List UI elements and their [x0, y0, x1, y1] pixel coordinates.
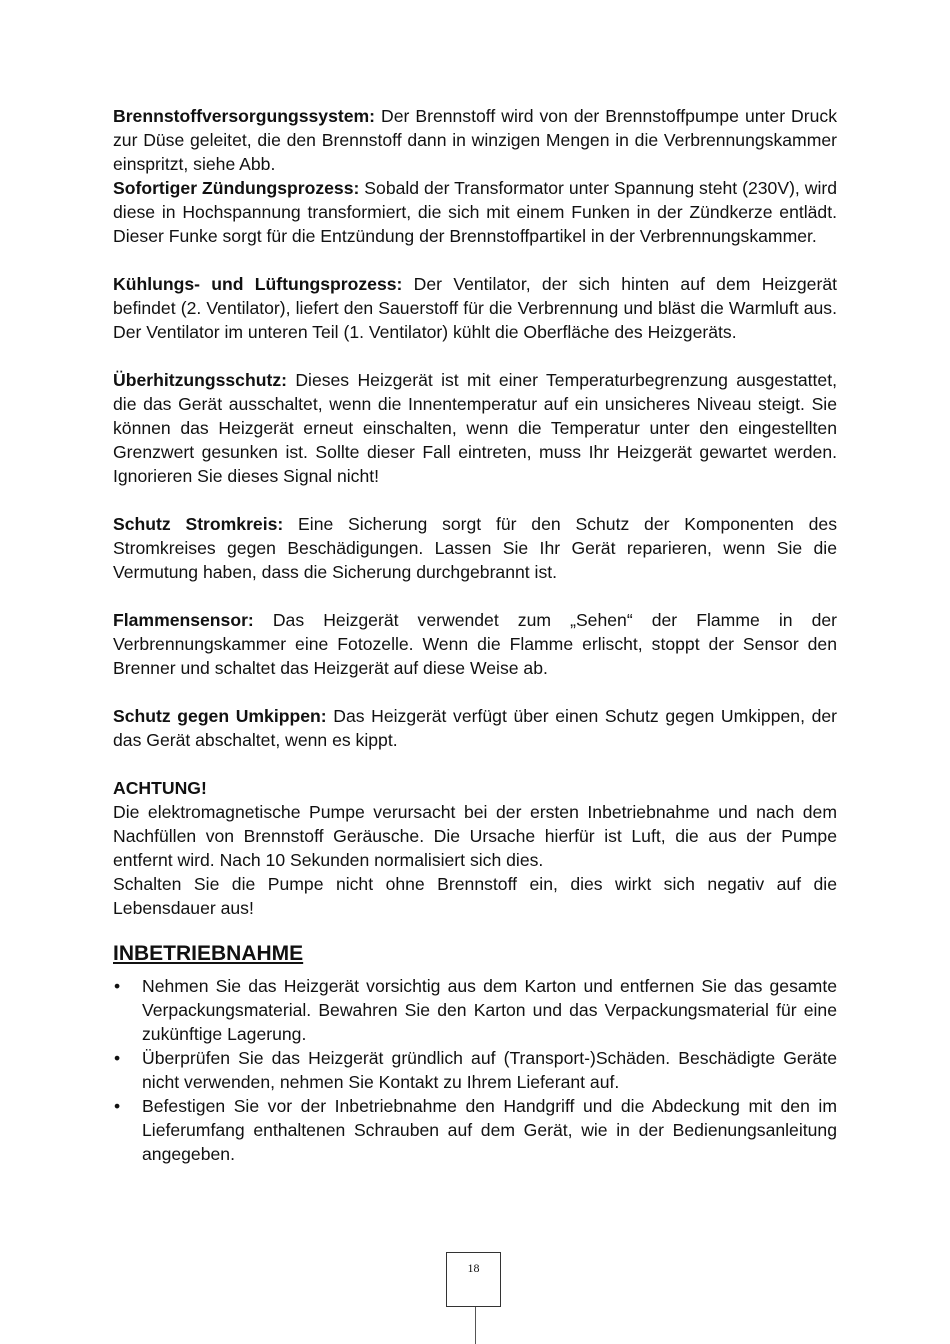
paragraph-zuendung: [113, 176, 837, 248]
bullet-icon: •: [114, 976, 121, 996]
section-text: Dieses Heizgerät ist mit einer Temperaturbegrenzung ausgestattet, die das Gerät ausschaltet, wenn die Innentemperatur auf ein unsicheres Niveau steigt. Sie können das Heizgerät erneut einschalten, wenn die Temperatur unter den eingestellten Grenzwert gesunken ist. Sollte dieser Fall eintreten, muss Ihr Heizgerät gewartet werden. Ignorieren Sie dieses Signal nicht!: [113, 370, 837, 486]
section-title: Überhitzungsschutz:: [113, 370, 287, 390]
paragraph-umkippen: [113, 704, 837, 752]
list-item: • Nehmen Sie das Heizgerät vorsichtig aus dem Karton und entfernen Sie das gesamte Verpackungsmaterial. Bewahren Sie den Karton und das Verpackungsmaterial für eine zukünftige Lagerung.: [114, 976, 837, 1044]
warning-text-1: Die elektromagnetische Pumpe verursacht bei der ersten Inbetriebnahme und nach dem Nachfüllen von Brennstoff Geräusche. Die Ursache hierfür ist Luft, die aus der Pumpe entfernt wird. Nach 10 Sekunden normalisiert sich dies.: [113, 802, 837, 870]
list-item: • Befestigen Sie vor der Inbetriebnahme den Handgriff und die Abdeckung mit den im Lieferumfang enthaltenen Schrauben auf dem Gerät, wie in der Bedienungsanleitung angegeben.: [114, 1096, 837, 1164]
section-text: Der Brennstoff wird von der Brennstoffpumpe unter Druck zur Düse geleitet, die den Brennstoff dann in winzigen Mengen in die Verbrennungskammer einspritzt, siehe Abb.: [113, 106, 837, 174]
paragraph-brennstoffversorgung: [113, 104, 837, 176]
document-body: [113, 104, 837, 1166]
bullet-icon: •: [114, 1096, 121, 1116]
list-item: • Überprüfen Sie das Heizgerät gründlich auf (Transport-)Schäden. Beschädigte Geräte nicht verwenden, nehmen Sie Kontakt zu Ihrem Lieferant auf.: [114, 1048, 837, 1092]
section-title: Flammensensor:: [113, 610, 254, 630]
warning-title: ACHTUNG!: [113, 778, 207, 798]
section-heading-inbetriebnahme: INBETRIEBNAHME: [113, 942, 304, 965]
paragraph-flammensensor: [113, 608, 837, 680]
instruction-list: [113, 974, 837, 1166]
section-text: Eine Sicherung sorgt für den Schutz der Komponenten des Stromkreises gegen Beschädigungen. Lassen Sie Ihr Gerät reparieren, wenn Sie die Vermutung haben, dass die Sicherung durchgebrannt ist.: [113, 514, 837, 582]
footer-divider: [475, 1307, 476, 1344]
section-title: Kühlungs- und Lüftungsprozess:: [113, 274, 403, 294]
section-text: Das Heizgerät verfügt über einen Schutz gegen Umkippen, der das Gerät abschaltet, wenn es kippt.: [113, 706, 838, 750]
paragraph-stromkreis: [113, 512, 837, 584]
warning-text-2: Schalten Sie die Pumpe nicht ohne Brennstoff ein, dies wirkt sich negativ auf die Lebensdauer aus!: [113, 874, 837, 918]
section-title: Schutz gegen Umkippen:: [113, 706, 327, 726]
section-title: Brennstoffversorgungssystem:: [113, 106, 376, 126]
section-text: Der Ventilator, der sich hinten auf dem Heizgerät befindet (2. Ventilator), liefert den Sauerstoff für die Verbrennung und bläst die Warmluft aus. Der Ventilator im unteren Teil (1. Ventilator) kühlt die Oberfläche des Heizgeräts.: [113, 274, 837, 342]
section-title: Schutz Stromkreis:: [113, 514, 284, 534]
section-text: Sobald der Transformator unter Spannung steht (230V), wird diese in Hochspannung transformiert, die sich mit einem Funken in der Zündkerze entlädt. Dieser Funke sorgt für die Entzündung der Brennstoffpartikel in der Verbrennungskammer.: [113, 178, 838, 246]
section-title: Sofortiger Zündungsprozess:: [113, 178, 360, 198]
page-number: 18: [446, 1252, 501, 1307]
paragraph-ueberhitzung: [113, 368, 837, 488]
section-text: Das Heizgerät verwendet zum „Sehen“ der Flamme in der Verbrennungskammer eine Fotozelle. Wenn die Flamme erlischt, stoppt der Sensor den Brenner und schaltet das Heizgerät auf diese Weise ab.: [113, 610, 837, 678]
paragraph-kuehlung: [113, 272, 837, 344]
bullet-icon: •: [114, 1048, 121, 1068]
